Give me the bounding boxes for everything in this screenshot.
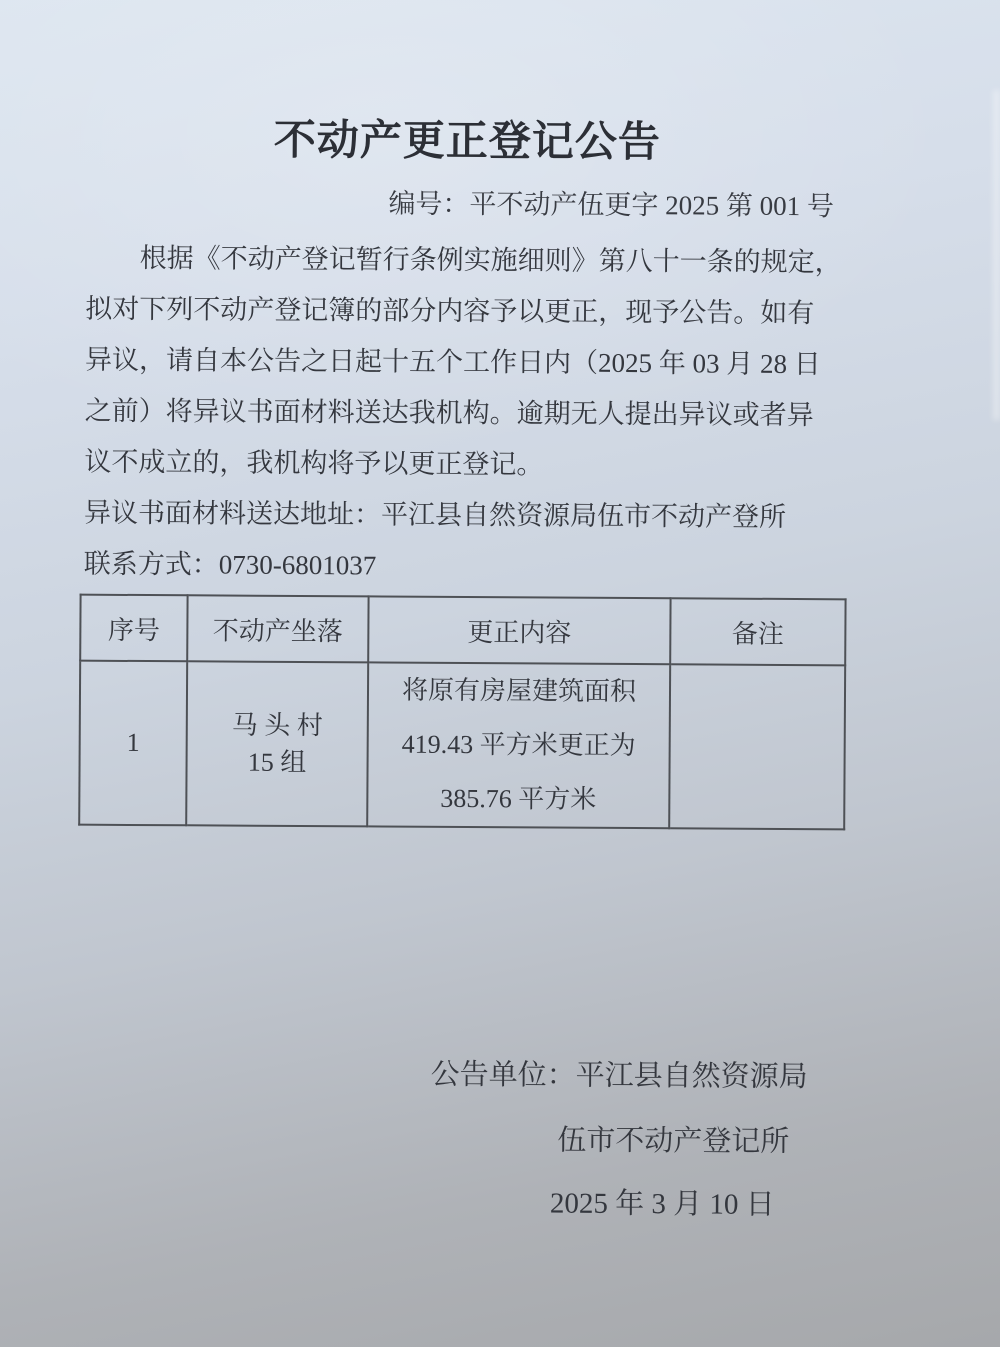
document-sheet — [80, 0, 849, 1223]
announcement-body — [83, 233, 842, 595]
body-line: 之前）将异议书面材料送达我机构。逾期无人提出异议或者异 — [84, 395, 814, 431]
correction-line: 419.43 平方米更正为 — [401, 729, 636, 761]
body-line: 异议，请自本公告之日起十五个工作日内（2025 年 03 月 28 日 — [84, 344, 821, 380]
table-header-row — [80, 595, 845, 666]
table-header-correction: 更正内容 — [368, 596, 670, 664]
corrections-table — [78, 594, 846, 831]
correction-line: 385.76 平方米 — [440, 783, 597, 814]
cell-correction — [367, 662, 670, 828]
cell-remark — [669, 664, 845, 829]
page-title: 不动产更正登记公告 — [273, 115, 662, 166]
body-line: 拟对下列不动产登记簿的部分内容予以更正，现予公告。如有 — [85, 293, 815, 329]
location-line: 15 组 — [247, 747, 307, 778]
correction-line: 将原有房屋建筑面积 — [401, 675, 637, 707]
table-header-remark: 备注 — [670, 598, 845, 665]
cell-location — [186, 661, 368, 826]
footer-date: 2025 年 3 月 10 日 — [549, 1187, 775, 1221]
footer-unit-line-2: 伍市不动产登记所 — [557, 1124, 790, 1158]
contact-line: 联系方式：0730-6801037 — [83, 548, 377, 581]
footer-unit-line-1: 公告单位：平江县自然资源局 — [430, 1058, 808, 1094]
doc-number: 编号：平不动产伍更字 2025 第 001 号 — [388, 188, 835, 222]
location-line: 马 头 村 — [231, 710, 323, 741]
cell-seq: 1 — [79, 661, 187, 826]
signature-block — [80, 1050, 843, 1224]
paper-edge-highlight — [993, 90, 1000, 420]
address-line: 异议书面材料送达地址：平江县自然资源局伍市不动产登所 — [84, 497, 787, 532]
body-line: 根据《不动产登记暂行条例实施细则》第八十一条的规定， — [139, 243, 842, 278]
body-line: 议不成立的，我机构将予以更正登记。 — [84, 446, 544, 480]
table-row — [79, 661, 845, 830]
table-header-location: 不动产坐落 — [187, 595, 368, 662]
table-header-seq: 序号 — [80, 595, 187, 662]
